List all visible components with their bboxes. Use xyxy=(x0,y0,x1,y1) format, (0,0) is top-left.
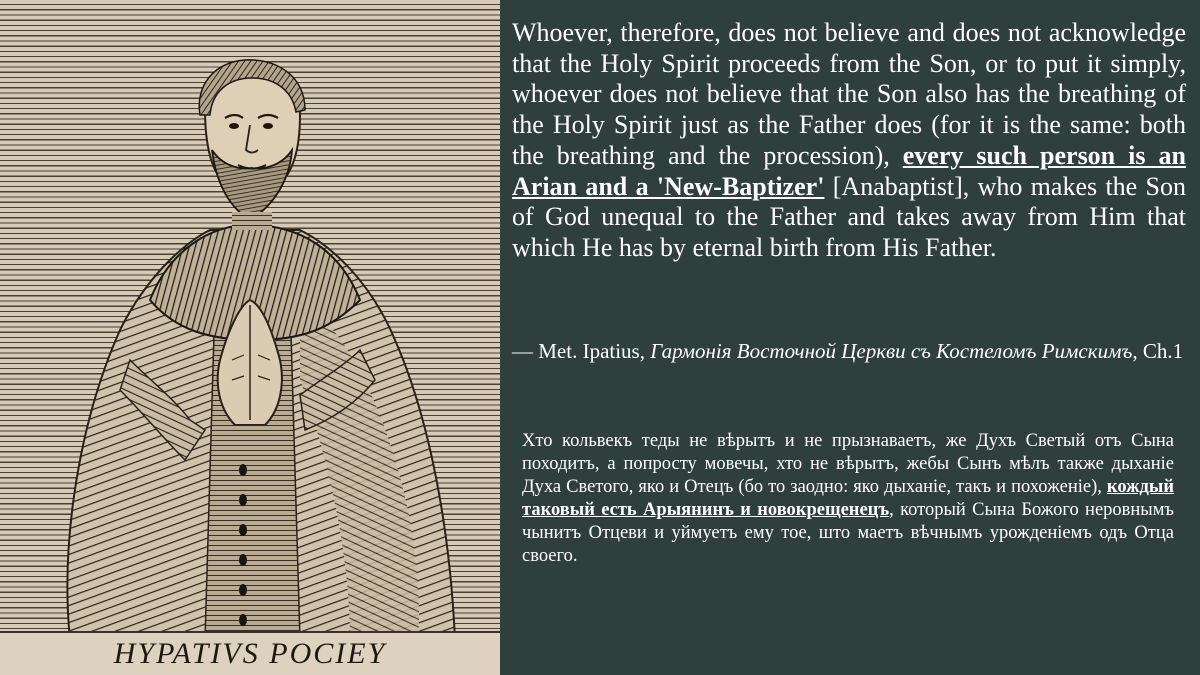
attribution xyxy=(512,338,1186,364)
portrait-caption: HYPATIVS POCIEY xyxy=(113,637,387,670)
english-quote-part1: Whoever, therefore, does not believe and does not acknowledge that the Holy Spirit proceeds from the Son, or to put it simply, whoever does not believe that the Son also has the breathing of the Holy Spirit just as the Father does (for it is the same: both the breathing and the procession), xyxy=(512,18,1186,170)
original-quote xyxy=(522,430,1174,568)
attribution-prefix: — Met. Ipatius, xyxy=(512,339,651,363)
original-quote-part1: Хто кольвекъ теды не вѣрытъ и не прызнаваетъ, же Духъ Светый отъ Сына походитъ, а попросту мовечы, хто не вѣрытъ, жебы Сынъ мѣлъ также дыханіе Духа Светого, яко и Отецъ (бо то заодно: яко дыханіе, такъ и похоженіе), xyxy=(522,431,1174,497)
attribution-title: Гармонія Восточной Церкви съ Костеломъ Римскимъ xyxy=(650,339,1133,363)
engraving-illustration xyxy=(0,0,500,675)
attribution-suffix: , Ch.1 xyxy=(1132,339,1184,363)
original-quote-emphasis: кождый таковый есть Арыянинъ и новокрещенецъ xyxy=(522,477,1174,520)
original-quote-part2: , который Сына Божого неровнымъ чынитъ Отцеви и уймуетъ ему тое, што маетъ вѣчнымъ урожденіемъ одъ Отца своего. xyxy=(522,500,1174,566)
english-quote-part2: [Anabaptist], who makes the Son of God unequal to the Father and takes away from Him that which He has by eternal birth from His Father. xyxy=(512,171,1187,262)
text-panel xyxy=(500,0,1200,675)
portrait-panel xyxy=(0,0,500,675)
english-quote xyxy=(512,18,1186,264)
english-quote-emphasis: every such person is an Arian and a 'New-Baptizer' xyxy=(512,140,1187,201)
